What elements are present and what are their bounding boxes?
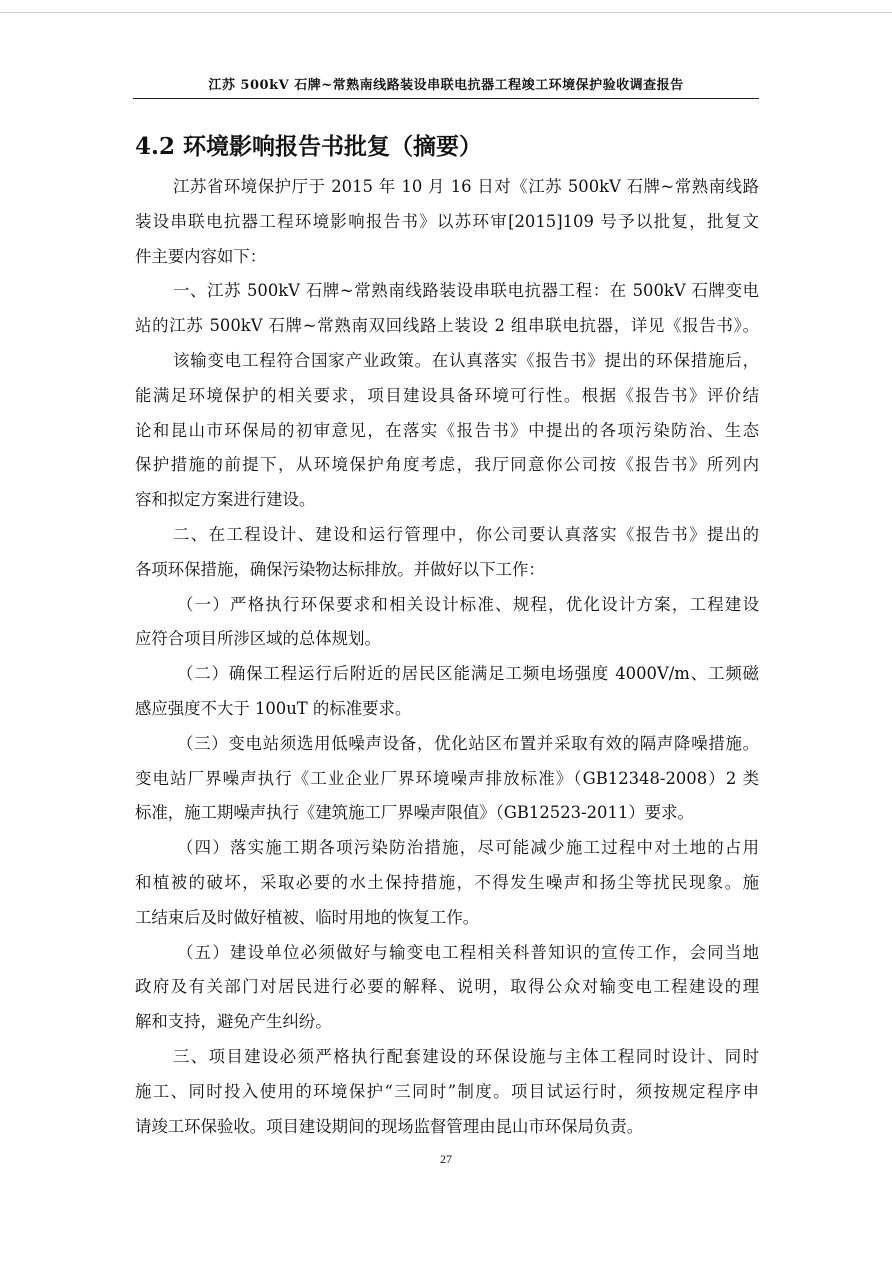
- paragraph-line: 请竣工环保验收。项目建设期间的现场监督管理由昆山市环保局负责。: [135, 1116, 644, 1136]
- paragraph-line: 江苏省环境保护厅于 2015 年 10 月 16 日对《江苏 500kV 石牌~常熟南线路: [173, 177, 759, 196]
- paragraph-line: （五）建设单位必须做好与输变电工程相关科普知识的宣传工作，会同当地: [177, 942, 759, 962]
- paragraph-line: 标准，施工期噪声执行《建筑施工厂界噪声限值》（GB12523-2011）要求。: [135, 803, 694, 823]
- paragraph-line: 一、江苏 500kV 石牌~常熟南线路装设串联电抗器工程：在 500kV 石牌变电: [173, 281, 759, 301]
- paragraph-line: 容和拟定方案进行建设。: [135, 490, 316, 510]
- section-title: 4.2 环境影响报告书批复（摘要）: [135, 133, 483, 160]
- paragraph-line: 二、在工程设计、建设和运行管理中，你公司要认真落实《报告书》提出的: [173, 524, 759, 544]
- paragraph-line: 解和支持，避免产生纠纷。: [135, 1012, 332, 1032]
- paragraph-line: 工结束后及时做好植被、临时用地的恢复工作。: [135, 907, 480, 927]
- body-text: [135, 170, 759, 1144]
- paragraph-line: 感应强度不大于 100uT 的标准要求。: [135, 698, 412, 718]
- paragraph-line: 该输变电工程符合国家产业政策。在认真落实《报告书》提出的环保措施后，: [173, 350, 759, 370]
- header-rule: [133, 98, 759, 99]
- paragraph-line: 装设串联电抗器工程环境影响报告书》以苏环审[2015]109 号予以批复，批复文: [135, 211, 759, 231]
- paragraph-line: （三）变电站须选用低噪声设备，优化站区布置并采取有效的隔声降噪措施。: [177, 733, 759, 753]
- running-header: 江苏 500kV 石牌~常熟南线路装设串联电抗器工程竣工环境保护验收调查报告: [208, 78, 684, 93]
- paragraph-line: 站的江苏 500kV 石牌~常熟南双回线路上装设 2 组串联电抗器，详见《报告书》。: [135, 316, 759, 336]
- paragraph-line: 能满足环境保护的相关要求，项目建设具备环境可行性。根据《报告书》评价结: [135, 385, 759, 405]
- paragraph-line: 政府及有关部门对居民进行必要的解释、说明，取得公众对输变电工程建设的理: [135, 977, 759, 997]
- paragraph-line: 施工、同时投入使用的环境保护“三同时”制度。项目试运行时，须按规定程序申: [135, 1081, 759, 1101]
- paragraph-line: 和植被的破坏，采取必要的水土保持措施，不得发生噪声和扬尘等扰民现象。施: [135, 872, 759, 892]
- paragraph-line: 变电站厂界噪声执行《工业企业厂界环境噪声排放标准》（GB12348-2008）2 类: [135, 768, 759, 788]
- page-number: 27: [440, 1152, 452, 1166]
- paragraph-line: 论和昆山市环保局的初审意见，在落实《报告书》中提出的各项污染防治、生态: [135, 420, 759, 440]
- paragraph-line: （四）落实施工期各项污染防治措施，尽可能减少施工过程中对土地的占用: [177, 838, 759, 858]
- paragraph-line: 件主要内容如下：: [135, 246, 267, 266]
- paragraph-line: 三、项目建设必须严格执行配套建设的环保设施与主体工程同时设计、同时: [173, 1046, 759, 1066]
- paragraph-line: （二）确保工程运行后附近的居民区能满足工频电场强度 4000V/m、工频磁: [177, 664, 759, 684]
- paragraph-line: （一）严格执行环保要求和相关设计标准、规程，优化设计方案，工程建设: [177, 594, 759, 614]
- paragraph-line: 应符合项目所涉区域的总体规划。: [135, 629, 381, 649]
- paragraph-line: 保护措施的前提下，从环境保护角度考虑，我厅同意你公司按《报告书》所列内: [135, 455, 759, 475]
- paragraph-line: 各项环保措施，确保污染物达标排放。并做好以下工作：: [135, 559, 545, 579]
- top-edge-rule: [0, 12, 892, 13]
